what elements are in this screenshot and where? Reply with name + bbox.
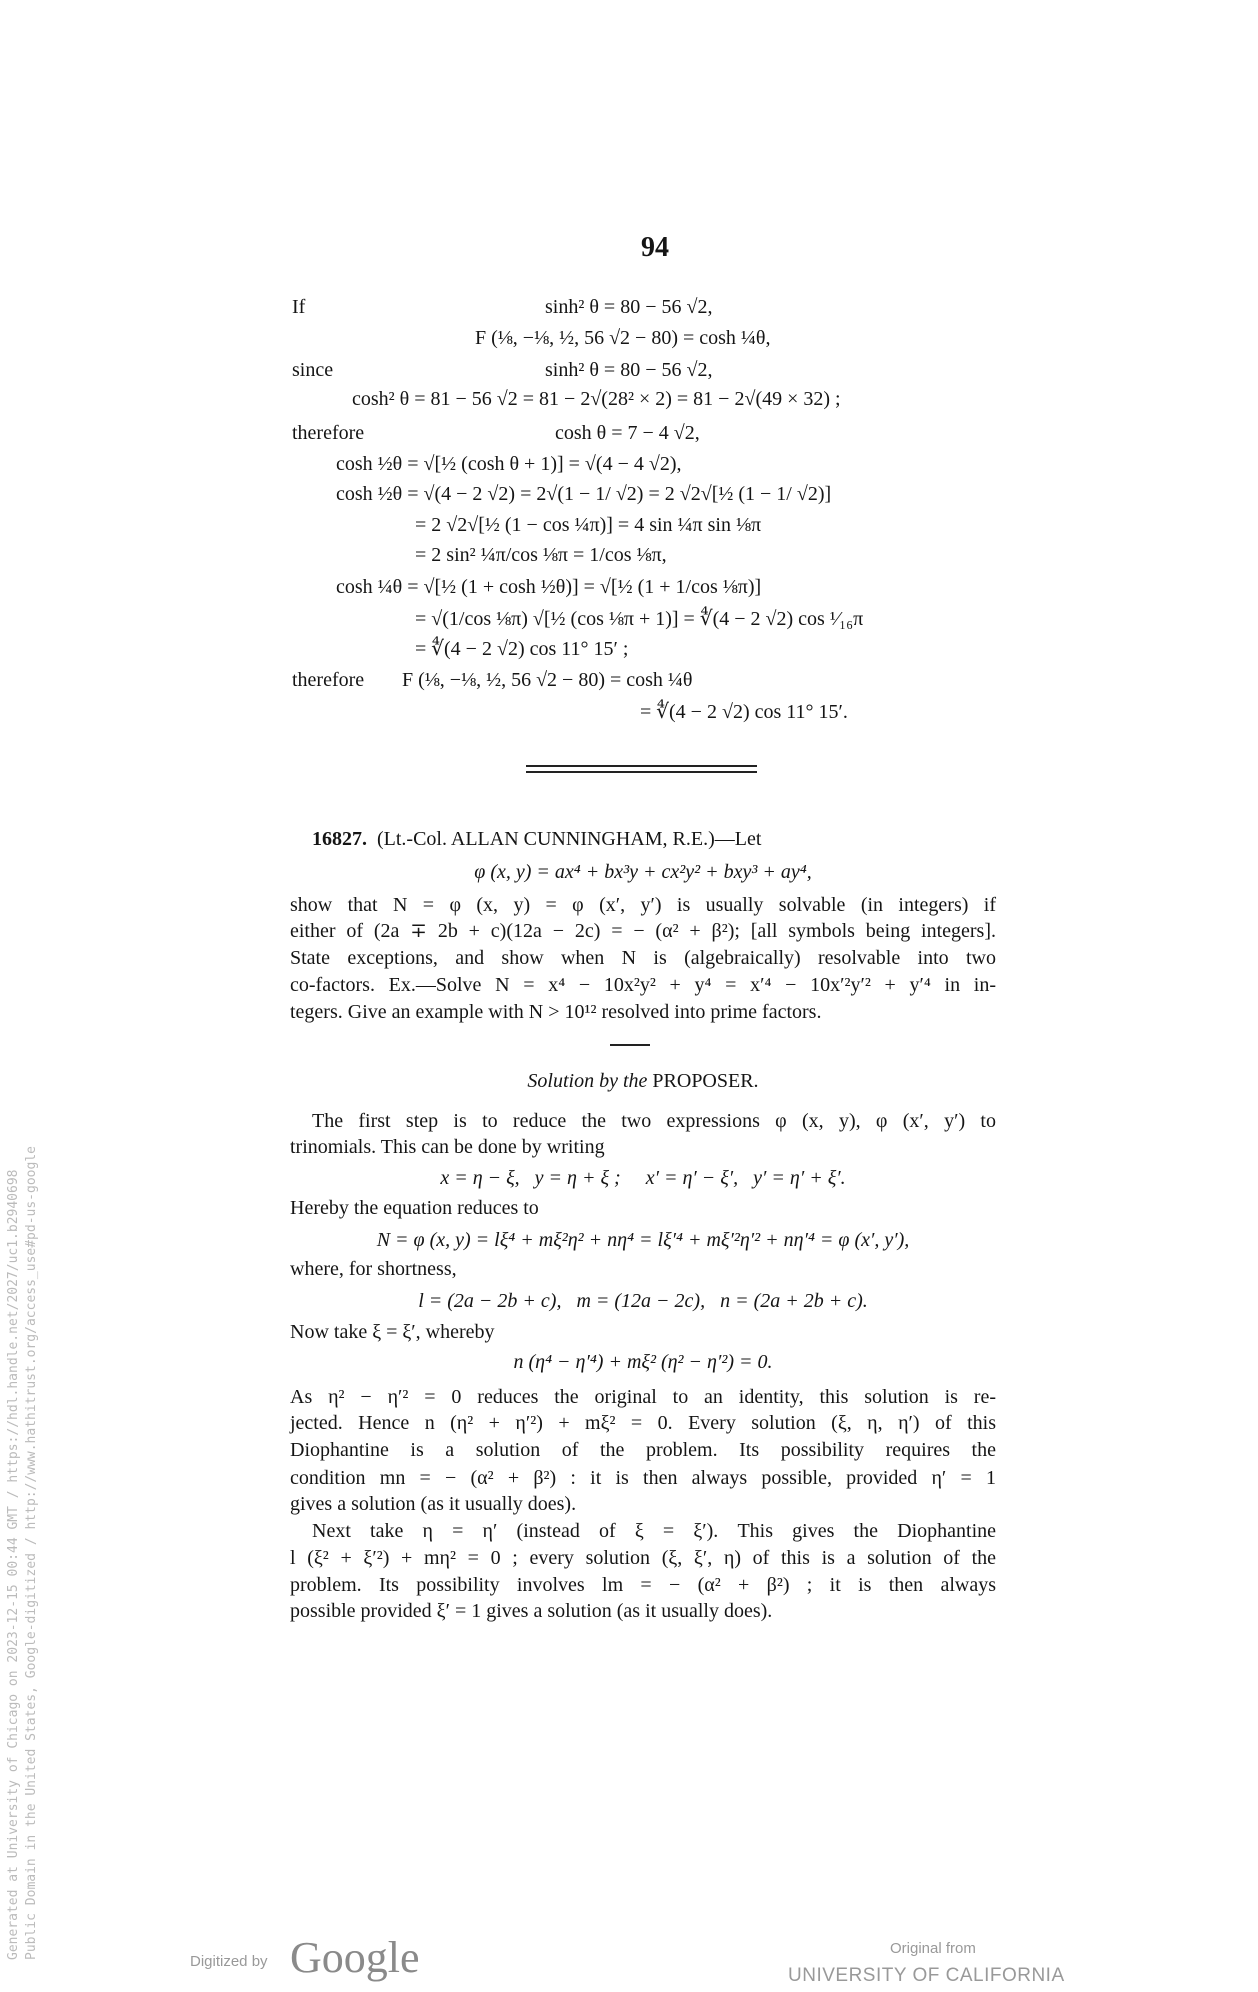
solution-heading-italic: Solution by the <box>527 1070 648 1092</box>
equation: n (η⁴ − η′⁴) + mξ² (η² − η′²) = 0. <box>513 1351 773 1373</box>
equation: = 2 sin² ¼π/cos ⅛π = 1/cos ⅛π, <box>415 544 667 566</box>
google-logo: Google <box>290 1933 420 1982</box>
paragraph-line: Next take η = η′ (instead of ξ = ξ′). This gives the Diophantine <box>312 1520 996 1542</box>
equation: F (⅛, −⅛, ½, 56 √2 − 80) = cosh ¼θ, <box>475 327 771 349</box>
question-line: show that N = φ (x, y) = φ (x′, y′) is usually solvable (in integers) if <box>290 894 996 916</box>
equation: N = φ (x, y) = lξ⁴ + mξ²η² + nη⁴ = lξ′⁴ + mξ′²η′² + nη′⁴ = φ (x′, y′), <box>376 1229 910 1251</box>
question-header <box>312 826 761 852</box>
page-number: 94 <box>641 232 669 263</box>
paragraph-line: condition mn = − (α² + β²) : it is then always possible, provided η′ = 1 <box>290 1467 996 1489</box>
equation: = √(1/cos ⅛π) √[½ (cos ⅛π + 1)] = ∜(4 − 2 √2) cos ¹⁄₁₆π <box>415 608 864 630</box>
equation: sinh² θ = 80 − 56 √2, <box>545 359 713 381</box>
paragraph-line: The first step is to reduce the two expressions φ (x, y), φ (x′, y′) to <box>312 1110 996 1132</box>
equation: sinh² θ = 80 − 56 √2, <box>545 296 713 318</box>
paragraph-line: l (ξ² + ξ′²) + mη² = 0 ; every solution (ξ, ξ′, η) of this is a solution of the <box>290 1547 996 1569</box>
paragraph-line: trinomials. This can be done by writing <box>290 1136 605 1158</box>
equation: = ∜(4 − 2 √2) cos 11° 15′. <box>640 701 848 723</box>
paragraph-line: Diophantine is a solution of the problem. Its possibility requires the <box>290 1439 996 1461</box>
word-therefore: therefore <box>292 422 365 444</box>
question-number: 16827. <box>312 828 367 850</box>
equation: l = (2a − 2b + c), m = (12a − 2c), n = (2a + 2b + c). <box>418 1290 868 1312</box>
question-line: co-factors. Ex.—Solve N = x⁴ − 10x²y² + y⁴ = x′⁴ − 10x′²y′² + y′⁴ in in- <box>290 974 996 996</box>
question-line: either of (2a ∓ 2b + c)(12a − 2c) = − (α² + β²); [all symbols being integers]. <box>290 920 996 942</box>
word-therefore: therefore <box>292 669 365 691</box>
paragraph-line: possible provided ξ′ = 1 gives a solution (as it usually does). <box>290 1600 773 1622</box>
paragraph-line: problem. Its possibility involves lm = − (α² + β²) ; it is then always <box>290 1574 996 1596</box>
question-author: (Lt.-Col. ALLAN CUNNINGHAM, R.E.)—Let <box>377 828 762 850</box>
paragraph-line: Now take ξ = ξ′, whereby <box>290 1321 495 1343</box>
equation: cosh θ = 7 − 4 √2, <box>555 422 700 444</box>
original-from-label: Original from <box>890 1940 976 1957</box>
equation: = ∜(4 − 2 √2) cos 11° 15′ ; <box>415 638 629 660</box>
question-formula: φ (x, y) = ax⁴ + bx³y + cx²y² + bxy³ + ay⁴, <box>474 861 812 883</box>
equation: cosh ½θ = √(4 − 2 √2) = 2√(1 − 1/ √2) = 2 √2√[½ (1 − 1/ √2)] <box>336 483 832 505</box>
equation: cosh² θ = 81 − 56 √2 = 81 − 2√(28² × 2) = 81 − 2√(49 × 32) ; <box>352 388 841 410</box>
watermark-line-1: Generated at University of Chicago on 2023-12-15 00:44 GMT / https://hdl.handle.net/2027/uc1.b2940698 <box>6 1169 21 1960</box>
equation: cosh ¼θ = √[½ (1 + cosh ½θ)] = √[½ (1 + 1/cos ⅛π)] <box>336 576 762 598</box>
short-rule <box>610 1044 650 1046</box>
digitized-by-label: Digitized by <box>190 1953 268 1970</box>
university-label: UNIVERSITY OF CALIFORNIA <box>788 1965 1065 1986</box>
paragraph-line: jected. Hence n (η² + η′²) + mξ² = 0. Every solution (ξ, η, η′) of this <box>290 1412 996 1434</box>
paragraph-line: where, for shortness, <box>290 1258 457 1280</box>
paragraph-line: Hereby the equation reduces to <box>290 1197 539 1219</box>
double-rule-top <box>526 765 757 767</box>
word-if: If <box>292 296 306 318</box>
double-rule-bottom <box>526 771 757 773</box>
solution-heading <box>290 1068 996 1094</box>
word-since: since <box>292 359 334 381</box>
watermark-line-2: Public Domain in the United States, Google-digitized / http://www.hathitrust.org/access_use#pd-us-google <box>24 1146 39 1960</box>
question-line: tegers. Give an example with N > 10¹² resolved into prime factors. <box>290 1001 822 1023</box>
paragraph-line: gives a solution (as it usually does). <box>290 1493 577 1515</box>
solution-heading-name: PROPOSER. <box>652 1070 759 1092</box>
equation: cosh ½θ = √[½ (cosh θ + 1)] = √(4 − 4 √2), <box>336 453 682 475</box>
equation: = 2 √2√[½ (1 − cos ¼π)] = 4 sin ¼π sin ⅛π <box>415 514 762 536</box>
equation: F (⅛, −⅛, ½, 56 √2 − 80) = cosh ¼θ <box>402 669 693 691</box>
equation: x = η − ξ, y = η + ξ ; x′ = η′ − ξ′, y′ = η′ + ξ′. <box>440 1167 846 1189</box>
paragraph-line: As η² − η′² = 0 reduces the original to an identity, this solution is re- <box>290 1386 996 1408</box>
question-line: State exceptions, and show when N is (algebraically) resolvable into two <box>290 947 996 969</box>
